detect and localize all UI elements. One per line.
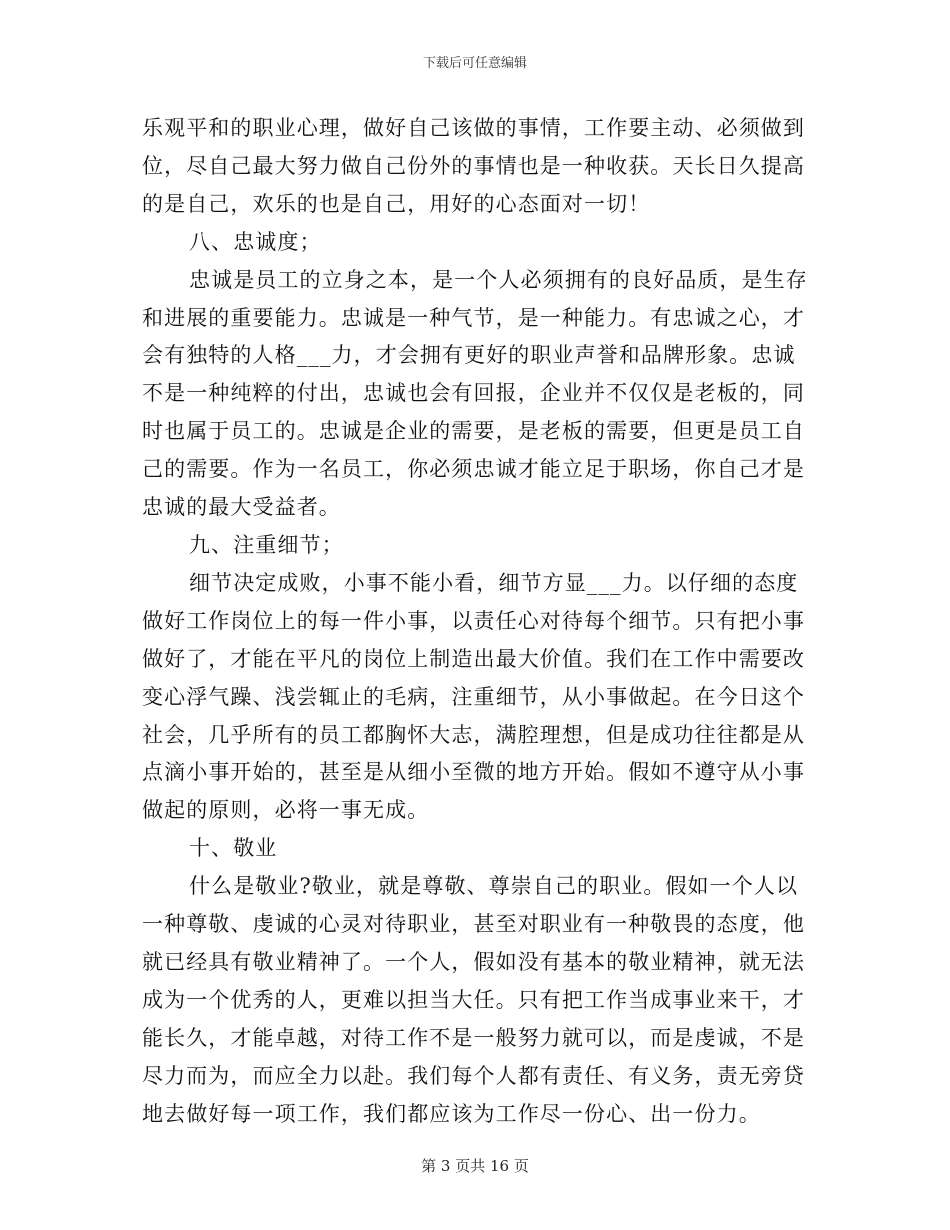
- paragraph-details: 细节决定成败，小事不能小看，细节方显___力。以仔细的态度做好工作岗位上的每一件小事，以责任心对待每个细节。只有把小事做好了，才能在平凡的岗位上制造出最大价值。我们在工作中需要改变心浮气躁、浅尝辄止的毛病，注重细节，从小事做起。在今日这个社会，几乎所有的员工都胸怀大志，满腔理想，但是成功往往都是从点滴小事开始的，甚至是从细小至微的地方开始。假如不遵守从小事做起的原则，必将一事无成。: [142, 570, 805, 823]
- paragraph-loyalty: 忠诚是员工的立身之本，是一个人必须拥有的良好品质，是生存和进展的重要能力。忠诚是一种气节，是一种能力。有忠诚之心，才会有独特的人格___力，才会拥有更好的职业声誉和品牌形象。忠诚不是一种纯粹的付出，忠诚也会有回报，企业并不仅仅是老板的，同时也属于员工的。忠诚是企业的需要，是老板的需要，但更是员工自己的需要。作为一名员工，你必须忠诚才能立足于职场，你自己才是忠诚的最大受益者。: [142, 267, 808, 520]
- paragraph-dedication: 什么是敬业?敬业，就是尊敬、尊崇自己的职业。假如一个人以一种尊敬、虔诚的心灵对待职业，甚至对职业有一种敬畏的态度，他就已经具有敬业精神了。一个人，假如没有基本的敬业精神，就无法成为一个优秀的人，更难以担当大任。只有把工作当成事业来干，才能长久，才能卓越，对待工作不是一般努力就可以，而是虔诚，不是尽力而为，而应全力以赴。我们每个人都有责任、有义务，责无旁贷地去做好每一项工作，我们都应该为工作尽一份心、出一份力。: [142, 874, 805, 1126]
- paragraph-continuation: 乐观平和的职业心理，做好自己该做的事情，工作要主动、必须做到位，尽自己最大努力做自己份外的事情也是一种收获。天长日久提高的是自己，欢乐的也是自己，用好的心态面对一切！: [142, 116, 805, 216]
- section-heading-loyalty: 八、忠诚度；: [189, 229, 322, 254]
- section-heading-details: 九、注重细节；: [189, 532, 344, 557]
- page-number: 第 3 页共 16 页: [421, 1157, 529, 1175]
- section-heading-dedication: 十、敬业: [189, 836, 278, 861]
- document-body: [142, 110, 810, 1133]
- page-header: 下载后可任意编辑: [422, 56, 527, 71]
